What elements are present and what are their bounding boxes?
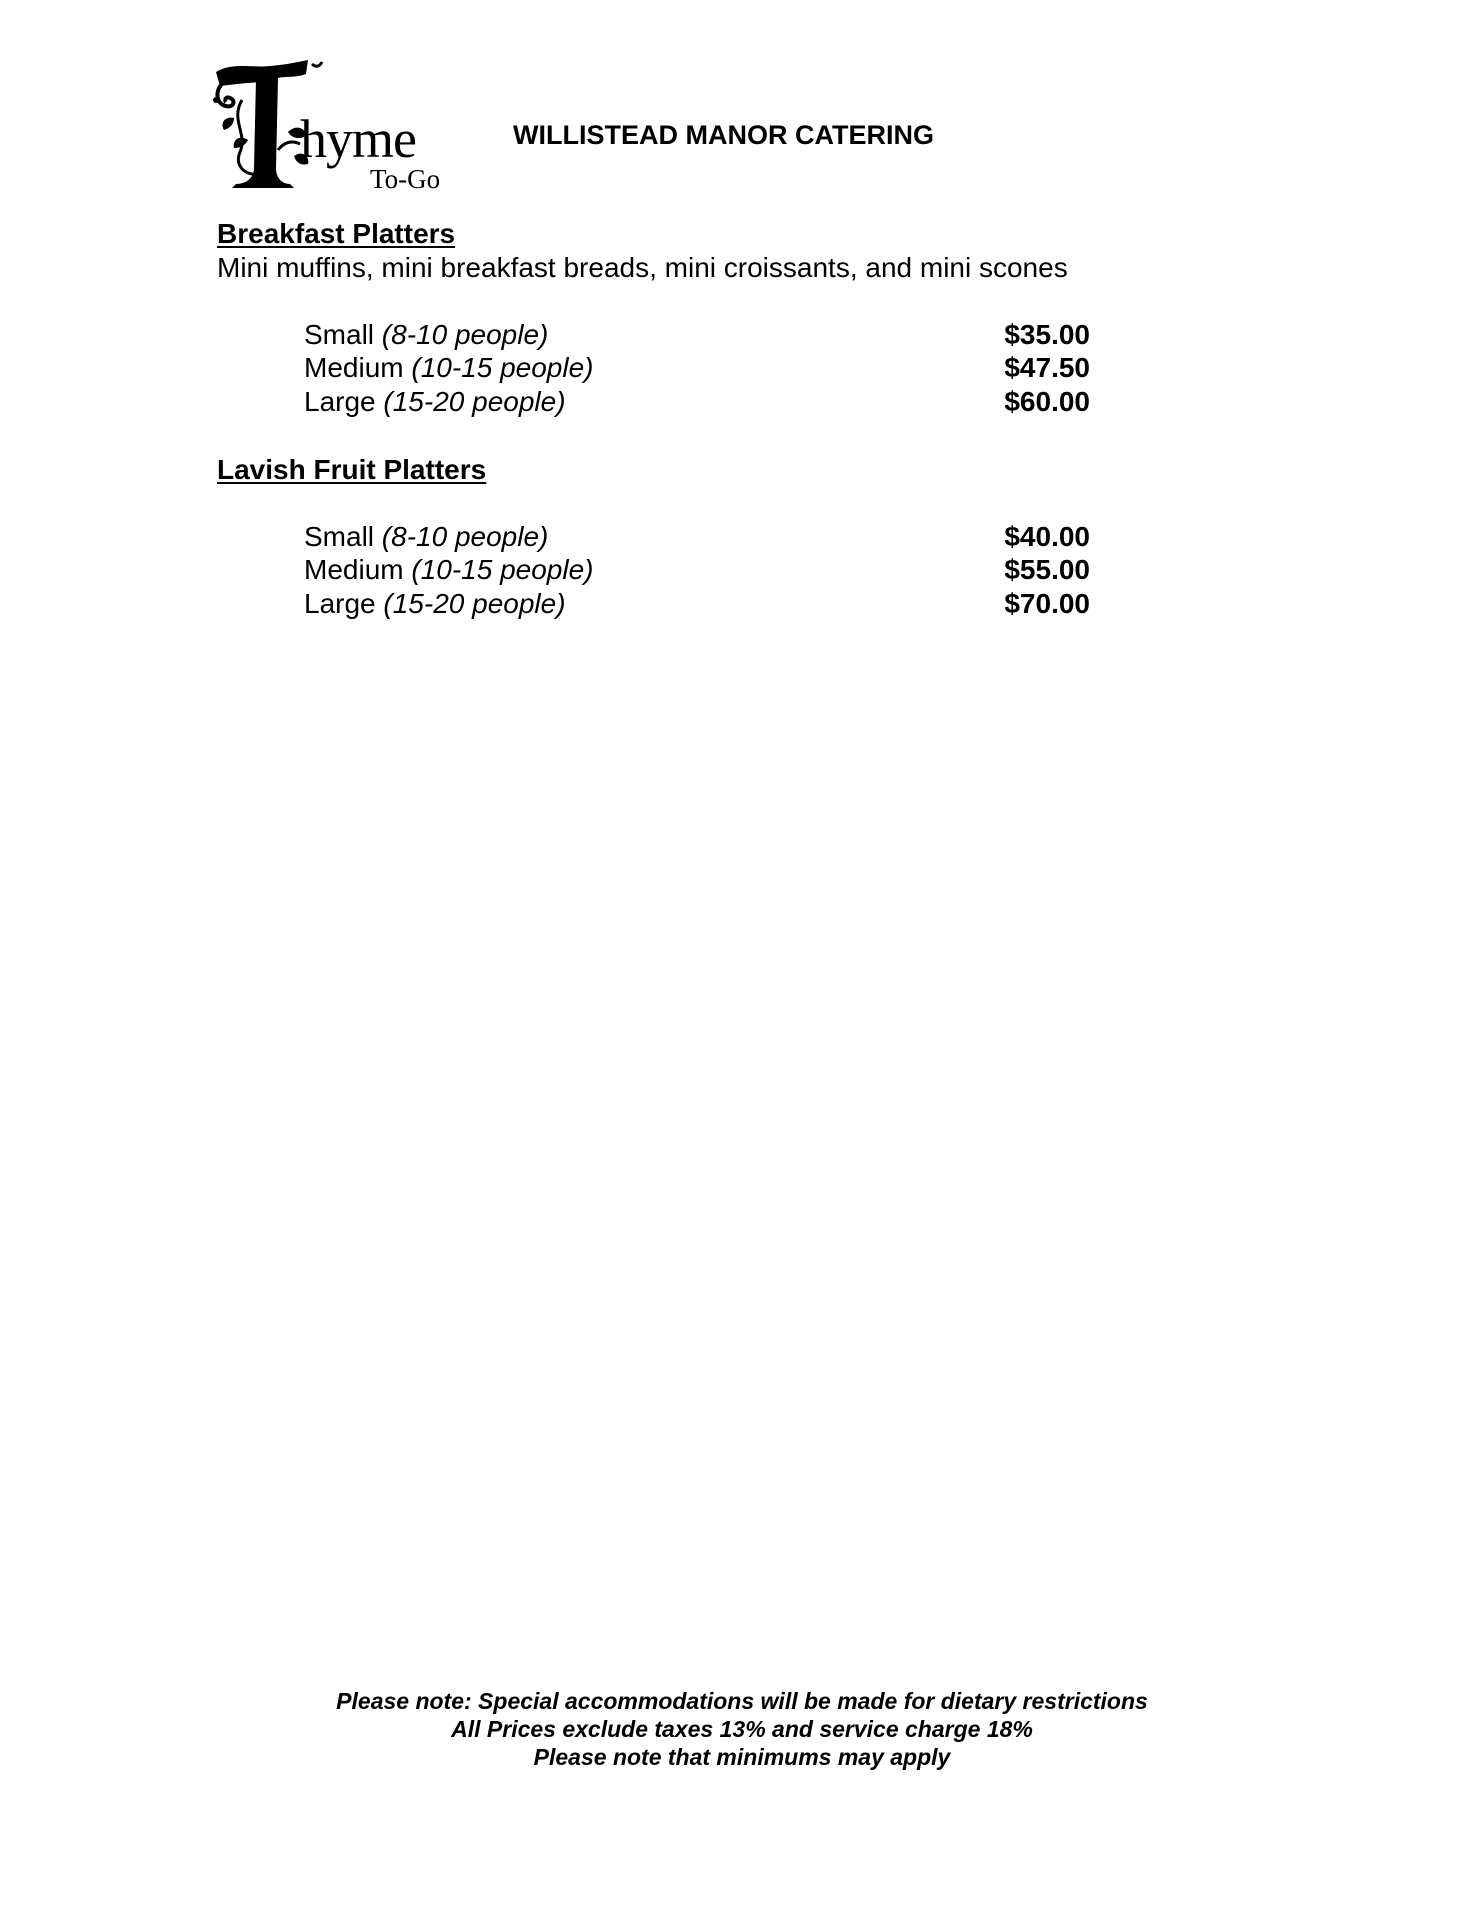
item-people: (10-15 people) bbox=[411, 352, 594, 383]
item-people: (15-20 people) bbox=[383, 386, 566, 417]
menu-item-breakfast-large bbox=[304, 385, 1090, 419]
item-price: $35.00 bbox=[1004, 319, 1090, 350]
item-price: $60.00 bbox=[1004, 386, 1090, 417]
item-price: $70.00 bbox=[1004, 588, 1090, 619]
item-size: Medium bbox=[304, 554, 404, 585]
item-people: (8-10 people) bbox=[381, 319, 549, 350]
note-taxes: All Prices exclude taxes 13% and service charge 18% bbox=[451, 1716, 1033, 1742]
menu-item-fruit-medium bbox=[304, 553, 1090, 587]
note-dietary: Please note: Special accommodations will be made for dietary restrictions bbox=[336, 1688, 1148, 1714]
section-title-breakfast-platters: Breakfast Platters bbox=[217, 218, 456, 249]
company-name: WILLISTEAD MANOR CATERING bbox=[513, 120, 934, 150]
menu-item-breakfast-small bbox=[304, 318, 1090, 352]
item-size: Large bbox=[304, 386, 376, 417]
item-price: $55.00 bbox=[1004, 554, 1090, 585]
item-people: (15-20 people) bbox=[383, 588, 566, 619]
item-size: Small bbox=[304, 521, 375, 552]
thyme-to-go-logo bbox=[212, 60, 444, 196]
item-size: Small bbox=[304, 319, 375, 350]
item-price: $40.00 bbox=[1004, 521, 1090, 552]
menu-item-breakfast-medium bbox=[304, 351, 1090, 385]
section-title-lavish-fruit-platters: Lavish Fruit Platters bbox=[217, 454, 487, 485]
menu-item-fruit-small bbox=[304, 520, 1090, 554]
item-people: (10-15 people) bbox=[411, 554, 594, 585]
section-description-breakfast-platters: Mini muffins, mini breakfast breads, mini croissants, and mini scones bbox=[217, 252, 1068, 283]
logo-subtitle: To-Go bbox=[370, 164, 441, 194]
item-people: (8-10 people) bbox=[381, 521, 549, 552]
footer-notes bbox=[0, 1687, 1484, 1771]
menu-item-fruit-large bbox=[304, 587, 1090, 621]
note-minimums: Please note that minimums may apply bbox=[533, 1744, 951, 1770]
item-size: Large bbox=[304, 588, 376, 619]
item-price: $47.50 bbox=[1004, 352, 1090, 383]
logo-wordmark: hyme bbox=[300, 109, 416, 169]
item-size: Medium bbox=[304, 352, 404, 383]
